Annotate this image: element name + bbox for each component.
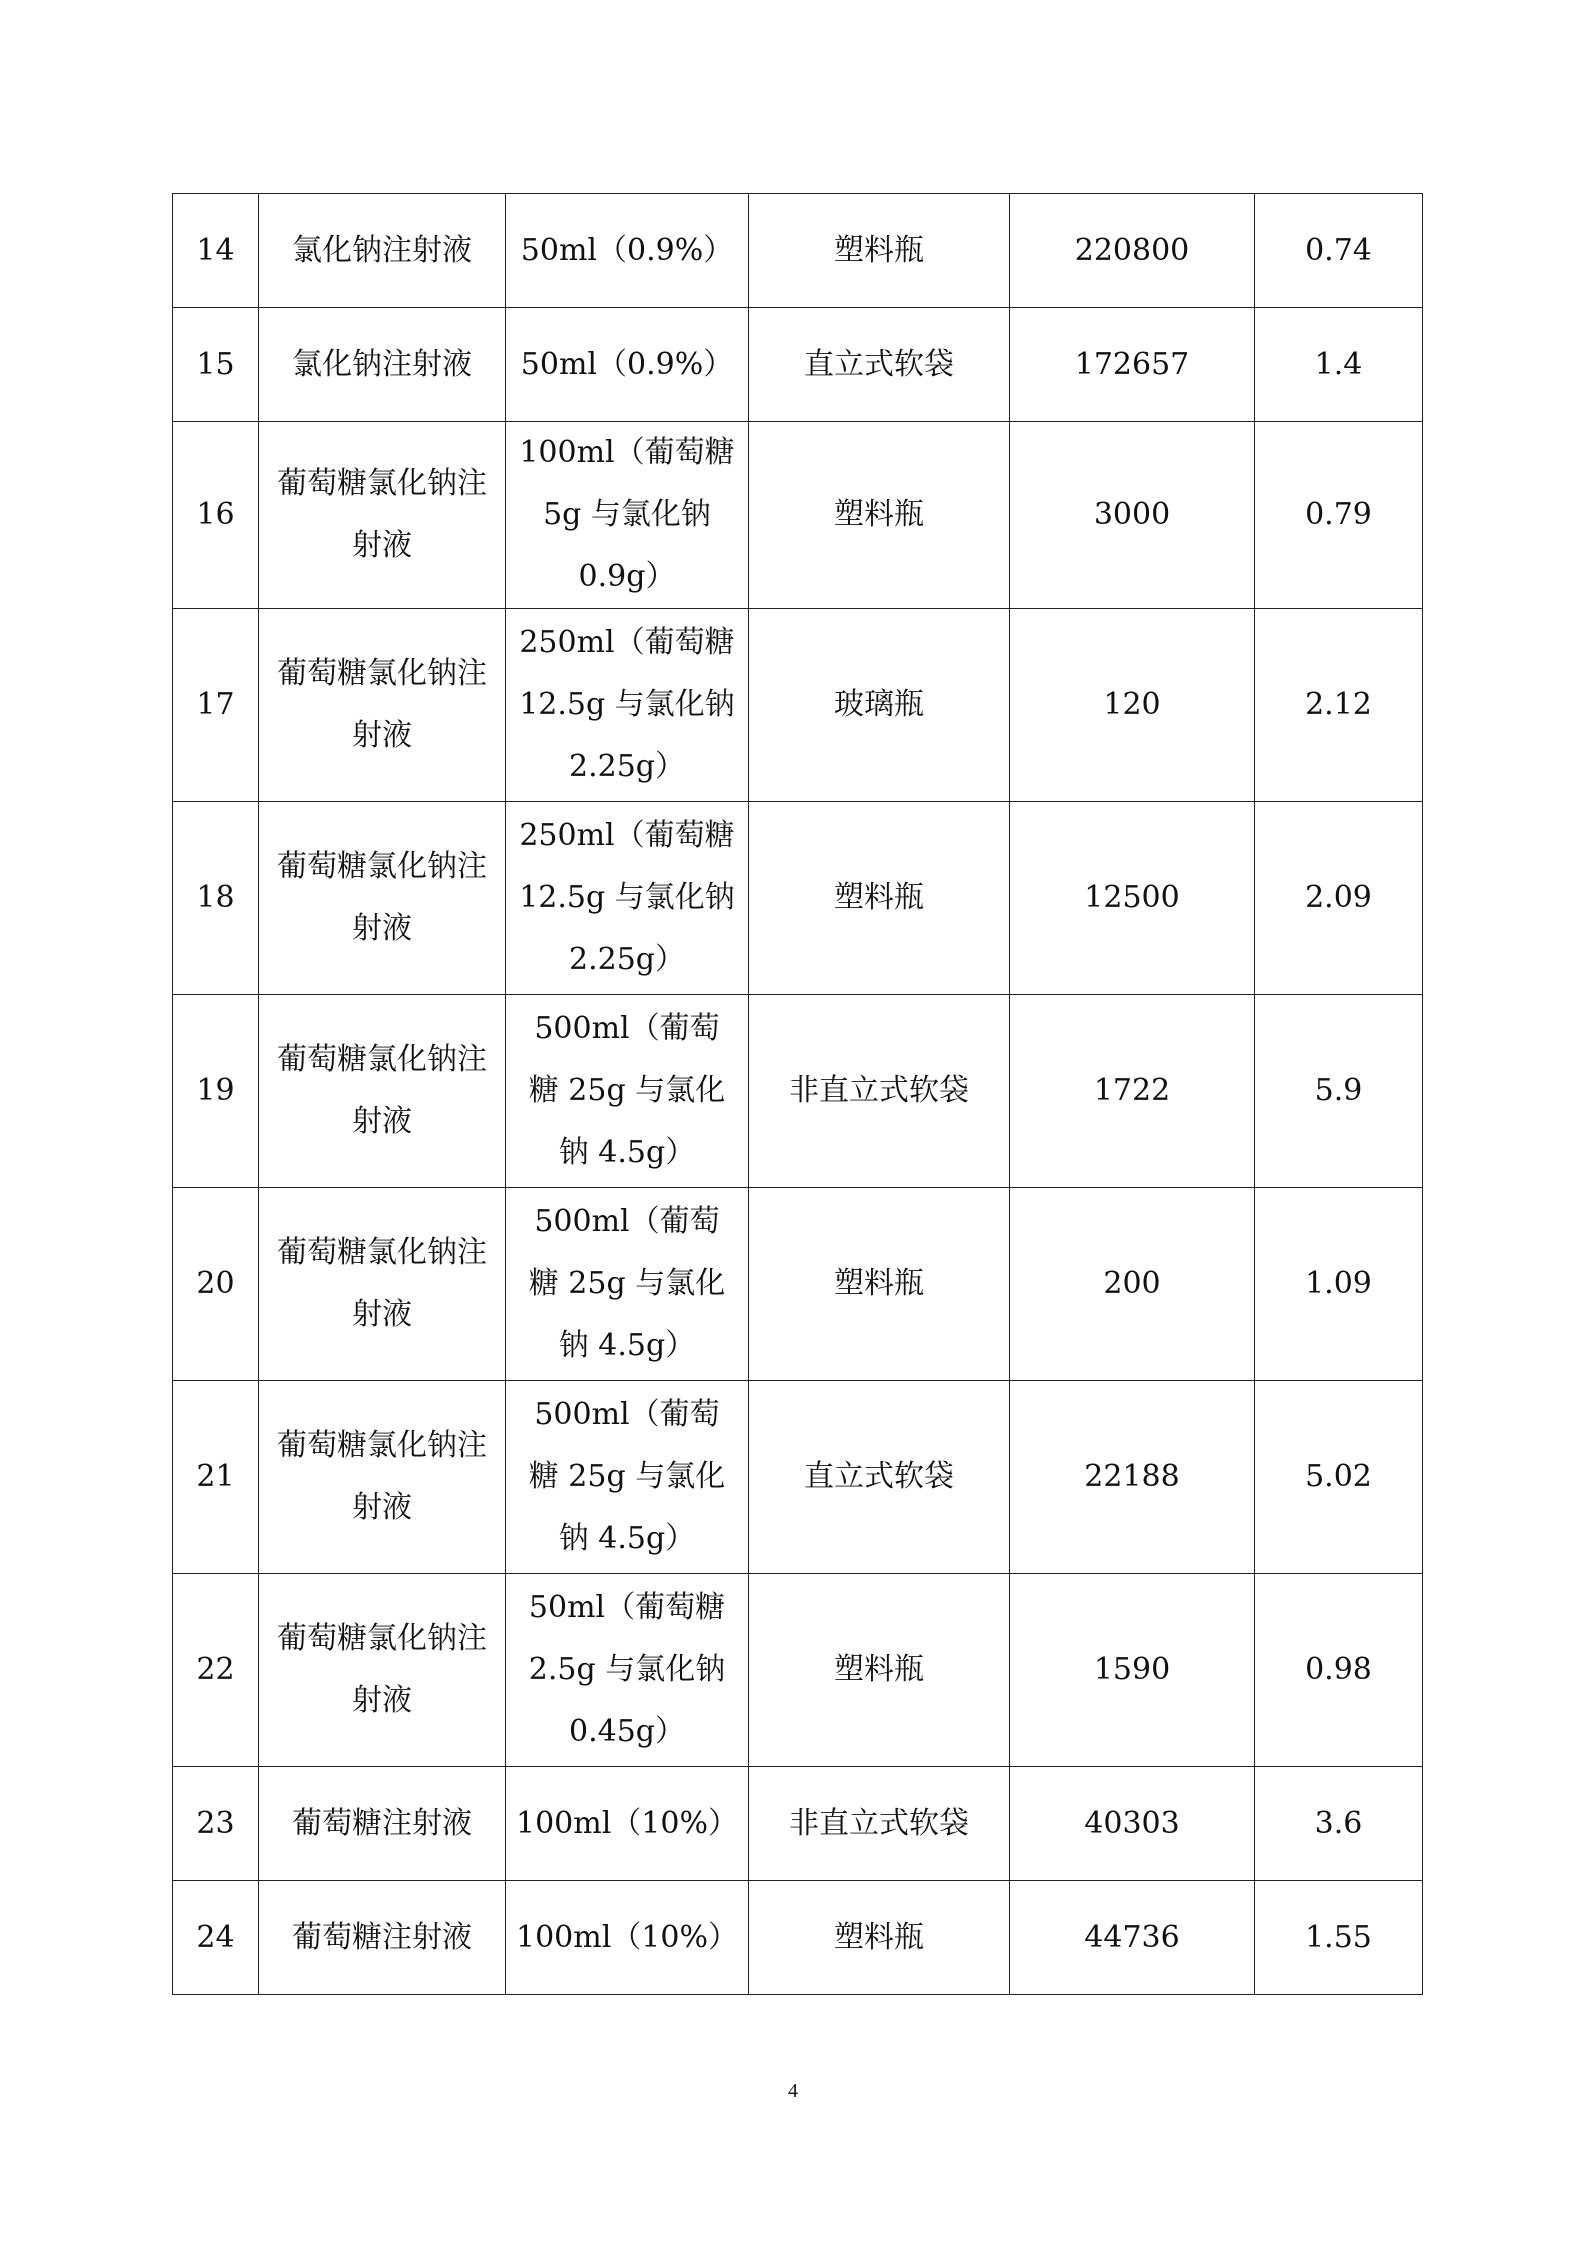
row-number-cell: 15	[173, 308, 259, 422]
specification-cell: 250ml（葡萄糖 12.5g 与氯化钠 2.25g）	[506, 802, 749, 995]
packaging-cell: 塑料瓶	[749, 1881, 1010, 1995]
drug-table	[172, 193, 1423, 1995]
table-row	[173, 995, 1423, 1188]
quantity-cell: 44736	[1010, 1881, 1255, 1995]
quantity-cell: 3000	[1010, 422, 1255, 609]
table-row	[173, 308, 1423, 422]
quantity-cell: 1590	[1010, 1574, 1255, 1767]
specification-cell: 500ml（葡萄糖 25g 与氯化钠 4.5g）	[506, 1381, 749, 1574]
table-row	[173, 1381, 1423, 1574]
drug-name-cell: 葡萄糖氯化钠注射液	[259, 802, 506, 995]
packaging-cell: 玻璃瓶	[749, 609, 1010, 802]
price-cell: 0.79	[1255, 422, 1423, 609]
specification-cell: 50ml（0.9%）	[506, 194, 749, 308]
price-cell: 1.55	[1255, 1881, 1423, 1995]
packaging-cell: 非直立式软袋	[749, 995, 1010, 1188]
drug-name-cell: 葡萄糖氯化钠注射液	[259, 1574, 506, 1767]
packaging-cell: 塑料瓶	[749, 422, 1010, 609]
drug-name-cell: 葡萄糖氯化钠注射液	[259, 995, 506, 1188]
specification-cell: 100ml（10%）	[506, 1767, 749, 1881]
table-row	[173, 1767, 1423, 1881]
drug-name-cell: 葡萄糖注射液	[259, 1881, 506, 1995]
packaging-cell: 非直立式软袋	[749, 1767, 1010, 1881]
quantity-cell: 22188	[1010, 1381, 1255, 1574]
drug-name-cell: 葡萄糖氯化钠注射液	[259, 422, 506, 609]
row-number-cell: 22	[173, 1574, 259, 1767]
packaging-cell: 塑料瓶	[749, 802, 1010, 995]
packaging-cell: 塑料瓶	[749, 1574, 1010, 1767]
row-number-cell: 23	[173, 1767, 259, 1881]
specification-cell: 500ml（葡萄糖 25g 与氯化钠 4.5g）	[506, 995, 749, 1188]
row-number-cell: 20	[173, 1188, 259, 1381]
packaging-cell: 塑料瓶	[749, 194, 1010, 308]
specification-cell: 250ml（葡萄糖 12.5g 与氯化钠 2.25g）	[506, 609, 749, 802]
table-row	[173, 609, 1423, 802]
drug-name-cell: 葡萄糖注射液	[259, 1767, 506, 1881]
row-number-cell: 18	[173, 802, 259, 995]
drug-name-cell: 氯化钠注射液	[259, 194, 506, 308]
price-cell: 1.09	[1255, 1188, 1423, 1381]
table-row	[173, 422, 1423, 609]
price-cell: 0.74	[1255, 194, 1423, 308]
price-cell: 2.09	[1255, 802, 1423, 995]
price-cell: 5.9	[1255, 995, 1423, 1188]
quantity-cell: 200	[1010, 1188, 1255, 1381]
row-number-cell: 14	[173, 194, 259, 308]
quantity-cell: 40303	[1010, 1767, 1255, 1881]
specification-cell: 100ml（葡萄糖 5g 与氯化钠 0.9g）	[506, 422, 749, 609]
drug-name-cell: 氯化钠注射液	[259, 308, 506, 422]
price-cell: 3.6	[1255, 1767, 1423, 1881]
row-number-cell: 17	[173, 609, 259, 802]
quantity-cell: 1722	[1010, 995, 1255, 1188]
price-cell: 2.12	[1255, 609, 1423, 802]
row-number-cell: 21	[173, 1381, 259, 1574]
drug-name-cell: 葡萄糖氯化钠注射液	[259, 1381, 506, 1574]
table-row	[173, 1574, 1423, 1767]
quantity-cell: 220800	[1010, 194, 1255, 308]
packaging-cell: 直立式软袋	[749, 308, 1010, 422]
price-cell: 0.98	[1255, 1574, 1423, 1767]
specification-cell: 500ml（葡萄糖 25g 与氯化钠 4.5g）	[506, 1188, 749, 1381]
specification-cell: 100ml（10%）	[506, 1881, 749, 1995]
quantity-cell: 172657	[1010, 308, 1255, 422]
price-cell: 1.4	[1255, 308, 1423, 422]
row-number-cell: 24	[173, 1881, 259, 1995]
row-number-cell: 16	[173, 422, 259, 609]
page-number: 4	[788, 2080, 798, 2102]
packaging-cell: 直立式软袋	[749, 1381, 1010, 1574]
price-cell: 5.02	[1255, 1381, 1423, 1574]
row-number-cell: 19	[173, 995, 259, 1188]
packaging-cell: 塑料瓶	[749, 1188, 1010, 1381]
quantity-cell: 12500	[1010, 802, 1255, 995]
quantity-cell: 120	[1010, 609, 1255, 802]
specification-cell: 50ml（0.9%）	[506, 308, 749, 422]
drug-name-cell: 葡萄糖氯化钠注射液	[259, 1188, 506, 1381]
table-row	[173, 1881, 1423, 1995]
table-row	[173, 802, 1423, 995]
drug-name-cell: 葡萄糖氯化钠注射液	[259, 609, 506, 802]
specification-cell: 50ml（葡萄糖 2.5g 与氯化钠 0.45g）	[506, 1574, 749, 1767]
table-row	[173, 1188, 1423, 1381]
table-row	[173, 194, 1423, 308]
